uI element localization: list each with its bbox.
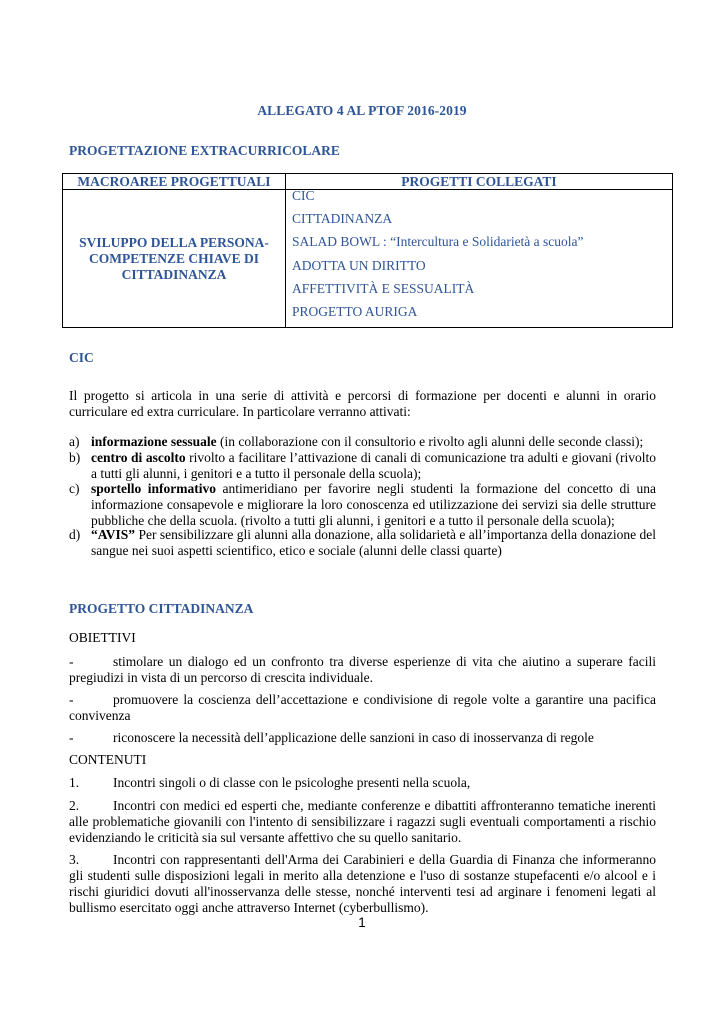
- content-text: Incontri singoli o di classe con le psicologhe presenti nella scuola,: [113, 775, 471, 790]
- cic-intro: Il progetto si articola in una serie di attività e percorsi di formazione per docenti e alunni in orario curriculare ed extra curriculare. In particolare verranno attivati:: [69, 388, 656, 419]
- list-item-text: [91, 434, 656, 450]
- obiettivi-label: OBIETTIVI: [69, 630, 136, 645]
- list-item: [69, 775, 656, 791]
- contenuti-label: CONTENUTI: [69, 752, 147, 767]
- project-item: CIC: [292, 188, 315, 203]
- list-item-label: b): [69, 450, 81, 465]
- cic-heading: CIC: [69, 350, 94, 365]
- project-item: PROGETTO AURIGA: [292, 304, 418, 319]
- list-item-label: d): [69, 527, 81, 542]
- content-text: Incontri con rappresentanti dell'Arma dei Carabinieri e della Guardia di Finanza che informeranno gli studenti sulle disposizioni legali in merito alla detenzione e l'uso di sostanze stupefacenti e/o alcool e i rischi giuridici dovuti all'inosservanza delle stesse, nonché interventi tesi ad arginare i fenomeni legati al bullismo esercitato oggi anche attraverso Internet (cyberbullismo).: [69, 852, 656, 915]
- list-item-text: [91, 450, 656, 482]
- document-title: ALLEGATO 4 AL PTOF 2016-2019: [257, 103, 467, 118]
- dash-marker: -: [69, 654, 74, 669]
- col-header-progetti: PROGETTI COLLEGATI: [286, 174, 673, 190]
- list-item-label: c): [69, 481, 80, 496]
- list-item: [69, 654, 656, 686]
- number-marker: 1.: [69, 775, 80, 790]
- project-item: AFFETTIVITÀ E SESSUALITÀ: [292, 281, 475, 296]
- project-item: CITTADINANZA: [292, 211, 393, 226]
- dash-marker: -: [69, 730, 74, 745]
- list-item-body: (in collaborazione con il consultorio e rivolto agli alunni delle seconde classi);: [216, 434, 644, 449]
- objective-text: stimolare un dialogo ed un confronto tra diverse esperienze di vita che aiutino a superare facili pregiudizi in vista di un percorso di crescita individuale.: [69, 654, 656, 685]
- list-item-bold: informazione sessuale: [91, 434, 217, 449]
- number-marker: 3.: [69, 852, 80, 867]
- list-item-body: rivolto a facilitare l’attivazione di canali di comunicazione tra adulti e giovani (rivolto a tutti gli alunni, i genitori e a tutto il personale della scuola);: [91, 450, 656, 481]
- list-item: [69, 852, 656, 916]
- objective-text: promuovere la coscienza dell’accettazione e condivisione di regole volte a garantire una pacifica convivenza: [69, 692, 656, 723]
- list-item: [69, 798, 656, 846]
- objective-text: riconoscere la necessità dell’applicazione delle sanzioni in caso di inosservanza di regole: [113, 730, 594, 745]
- project-item: ADOTTA UN DIRITTO: [292, 258, 426, 273]
- list-item-label: a): [69, 434, 80, 449]
- list-item: [69, 730, 656, 746]
- cittadinanza-heading: PROGETTO CITTADINANZA: [69, 601, 254, 616]
- list-item-text: [91, 527, 656, 559]
- list-item: [69, 692, 656, 724]
- number-marker: 2.: [69, 798, 80, 813]
- list-item-body: Per sensibilizzare gli alunni alla donazione, alla solidarietà e all’importanza della donazione del sangue nei suoi aspetti scientifico, etico e sociale (alunni delle classi quarte): [91, 527, 656, 558]
- page-number: 1: [358, 915, 366, 930]
- dash-marker: -: [69, 692, 74, 707]
- table-row: [63, 190, 673, 328]
- list-item-bold: centro di ascolto: [91, 450, 186, 465]
- list-item-bold: “AVIS”: [91, 527, 136, 542]
- list-item-body: antimeridiano per favorire negli studenti la formazione del concetto di una informazione consapevole e migliorare la loro conoscenza ed utilizzazione dei servizi sia delle strutture pubbliche che della scuola. (rivolto a tutti gli alunni, i genitori e a tutto il personale della scuola);: [91, 481, 656, 528]
- table-header-row: [63, 174, 673, 190]
- col-header-macroaree: MACROAREE PROGETTUALI: [63, 174, 286, 190]
- section-heading: PROGETTAZIONE EXTRACURRICOLARE: [69, 143, 340, 158]
- projects-table: [62, 173, 673, 328]
- content-text: Incontri con medici ed esperti che, mediante conferenze e dibattiti affronteranno tematiche inerenti alle problematiche giovanili con l'intento di sensibilizzare i ragazzi sugli eventuali comportamenti a rischio evidenziando le criticità sia sul versante affettivo che su quello sanitario.: [69, 798, 656, 845]
- project-item: SALAD BOWL : “Intercultura e Solidarietà a scuola”: [292, 234, 584, 249]
- macroarea-cell: SVILUPPO DELLA PERSONA-COMPETENZE CHIAVE DI CITTADINANZA: [63, 190, 286, 328]
- list-item-bold: sportello informativo: [91, 481, 217, 496]
- linked-projects-cell: [286, 190, 673, 328]
- list-item-text: [91, 481, 656, 529]
